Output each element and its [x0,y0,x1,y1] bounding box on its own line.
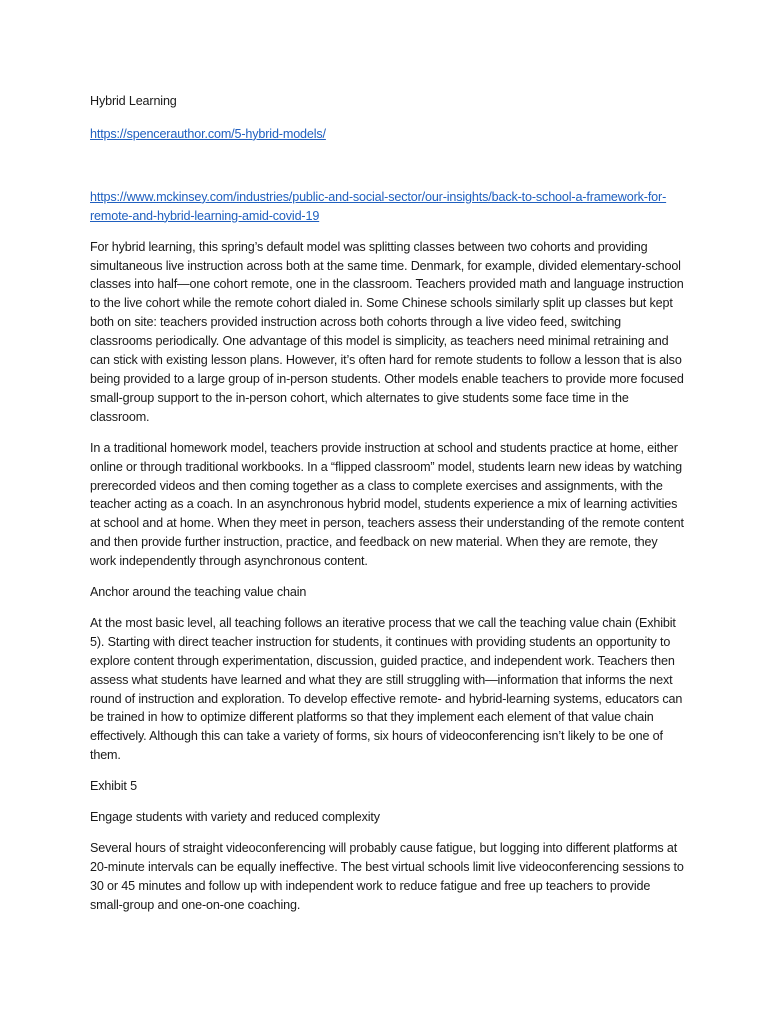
heading-exhibit-5: Exhibit 5 [90,779,137,794]
paragraph-videoconferencing: Several hours of straight videoconferencing will probably cause fatigue, but logging into different platforms at 20-minute intervals can be equally ineffective. The best virtual schools limit live videoconferencing sessions to 30 or 45 minutes and follow up with independent work to reduce fatigue and free up teachers to provide small-group and one-on-one coaching. [90,841,684,912]
mckinsey-link[interactable]: https://www.mckinsey.com/industries/public-and-social-sector/our-insights/back-to-school-a-framework-for-remote-and-hybrid-learning-amid-covid-19 [90,189,667,223]
paragraph-homework-model: In a traditional homework model, teachers provide instruction at school and students practice at home, either online or through traditional workbooks. In a “flipped classroom” model, students learn new ideas by watching prerecorded videos and then coming together as a class to complete exercises and assignments, with the teacher acting as a coach. In an asynchronous hybrid model, students experience a mix of learning activities at school and at home. When they meet in person, teachers assess their understanding of the remote content and then provide further instruction, practice, and feedback on new material. When they are remote, they work independently through asynchronous content. [90,440,684,569]
heading-engage-students: Engage students with variety and reduced complexity [90,810,380,825]
paragraph-hybrid-model: For hybrid learning, this spring’s default model was splitting classes between two cohorts and providing simultaneous live instruction across both at the same time. Denmark, for example, divided elementary-school classes into half—one cohort remote, one in the classroom. Teachers provided math and language instruction to the live cohort while the remote cohort dialed in. Some Chinese schools similarly split up classes but kept both on site: teachers provided instruction across both cohorts through a live video feed, switching classrooms periodically. One advantage of this model is simplicity, as teachers need minimal retraining and can stick with existing lesson plans. However, it’s often hard for remote students to follow a lesson that is also being provided to a large group of in-person students. Other models enable teachers to provide more focused small-group support to the in-person cohort, which alternates to give students some face time in the classroom. [90,239,684,424]
document-title: Hybrid Learning [90,94,177,108]
heading-teaching-value-chain: Anchor around the teaching value chain [90,585,307,600]
document-page [90,92,686,927]
paragraph-value-chain: At the most basic level, all teaching follows an iterative process that we call the teaching value chain (Exhibit 5). Starting with direct teacher instruction for students, it continues with providing students an opportunity to explore content through experimentation, discussion, guided practice, and independent work. Teachers then assess what students have learned and what they are still struggling with—information that informs the next round of instruction and exploration. To develop effective remote- and hybrid-learning systems, educators can be trained in how to optimize different platforms so that they implement each element of that value chain effectively. Although this can take a variety of forms, six hours of videoconferencing isn’t likely to be one of them. [90,615,683,763]
spencerauthor-link[interactable]: https://spencerauthor.com/5-hybrid-models/ [90,126,326,141]
